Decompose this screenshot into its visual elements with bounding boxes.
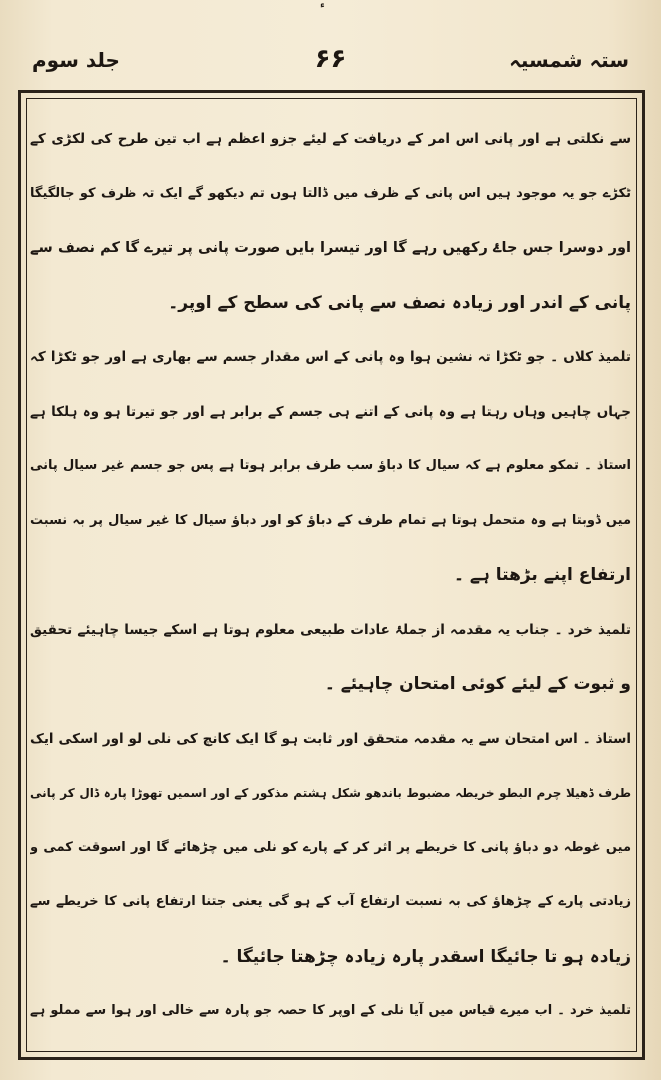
text-line: طرف ڈھیلا چرم البطو خریطہ مضبوط باندھو شکل ہشتم مذکور کے اور اسمیں تھوڑا پارہ ڈال کر پانی: [30, 786, 631, 800]
text-line: اور دوسرا جس جاۓ رکھیں رہے گا اور تیسرا بایں صورت پانی پر تیرے گا کم نصف سے: [30, 240, 631, 256]
body-text: [30, 112, 631, 1039]
text-line: تلمیذ خرد ۔ جناب یہ مقدمہ از جملۂ عادات طبیعی معلوم ہوتا ہے اسکے جیسا چاہیئے تحقیق: [30, 621, 631, 638]
page-header: [22, 42, 639, 86]
text-line: تلمیذ خرد ۔ اب میرے قیاس میں آیا نلی کے اوپر کا حصہ جو پارہ سے خالی اور ہوا سے مملو ہے: [30, 1003, 631, 1018]
text-line: جہاں چاہیں وہاں رہتا ہے وہ پانی کے اتنے ہی جسم کے برابر ہے اور جو تیرتا ہو وہ ہلکا ہے: [30, 403, 631, 420]
text-line: تلمیذ کلاں ۔ جو ٹکڑا تہ نشین ہوا وہ پانی کے اس مقدار جسم سے بھاری ہے اور جو ٹکڑا کہ: [30, 349, 631, 365]
book-title: ستہ شمسیہ: [509, 48, 629, 72]
text-line: میں غوطہ دو دباؤ پانی کا خریطے پر اثر کر کے پارے کو نلی میں چڑھائے گا اور اسوقت کمی و: [30, 839, 631, 855]
page-number: ۶۶: [314, 44, 347, 74]
text-line: استاذ ۔ اس امتحان سے یہ مقدمہ متحقق اور ثابت ہو گا ایک کانچ کی نلی لو اور اسکی ایک: [30, 730, 631, 747]
text-line: میں ڈوبتا ہے وہ متحمل ہوتا ہے تمام طرف کے دباؤ کو اور دباؤ سیال کا غیر سیال پر بہ نسبت: [30, 512, 631, 528]
text-line: زیادہ ہو تا جائیگا اسقدر پارہ زیادہ چڑھتا جائیگا ۔: [220, 946, 631, 967]
text-line: استاذ ۔ تمکو معلوم ہے کہ سیال کا دباؤ سب طرف برابر ہوتا ہے پس جو جسم غیر سیال پانی: [30, 458, 631, 473]
text-line: سے نکلتی ہے اور پانی اس امر کے دریافت کے لیئے جزو اعظم ہے اب تین طرح کی لکڑی کے: [30, 131, 631, 147]
text-line: و ثبوت کے لیئے کوئی امتحان چاہیئے ۔: [324, 674, 631, 694]
text-line: پانی کے اندر اور زیادہ نصف سے پانی کی سطح کے اوپر۔: [168, 292, 631, 313]
text-line: ارتفاع اپنے بڑھتا ہے ۔: [454, 565, 631, 585]
text-line: زیادتی پارے کے چڑھاؤ کی بہ نسبت ارتفاع آب کے ہو گی یعنی جتنا ارتفاع پانی کا خریطے سے: [30, 894, 631, 909]
text-line: ٹکڑے جو یہ موجود ہیں اس پانی کے ظرف میں ڈالتا ہوں تم دیکھو گے ایک تہ ظرف کو جالگیگا: [30, 185, 631, 201]
volume-label: جلد سوم: [32, 48, 120, 72]
